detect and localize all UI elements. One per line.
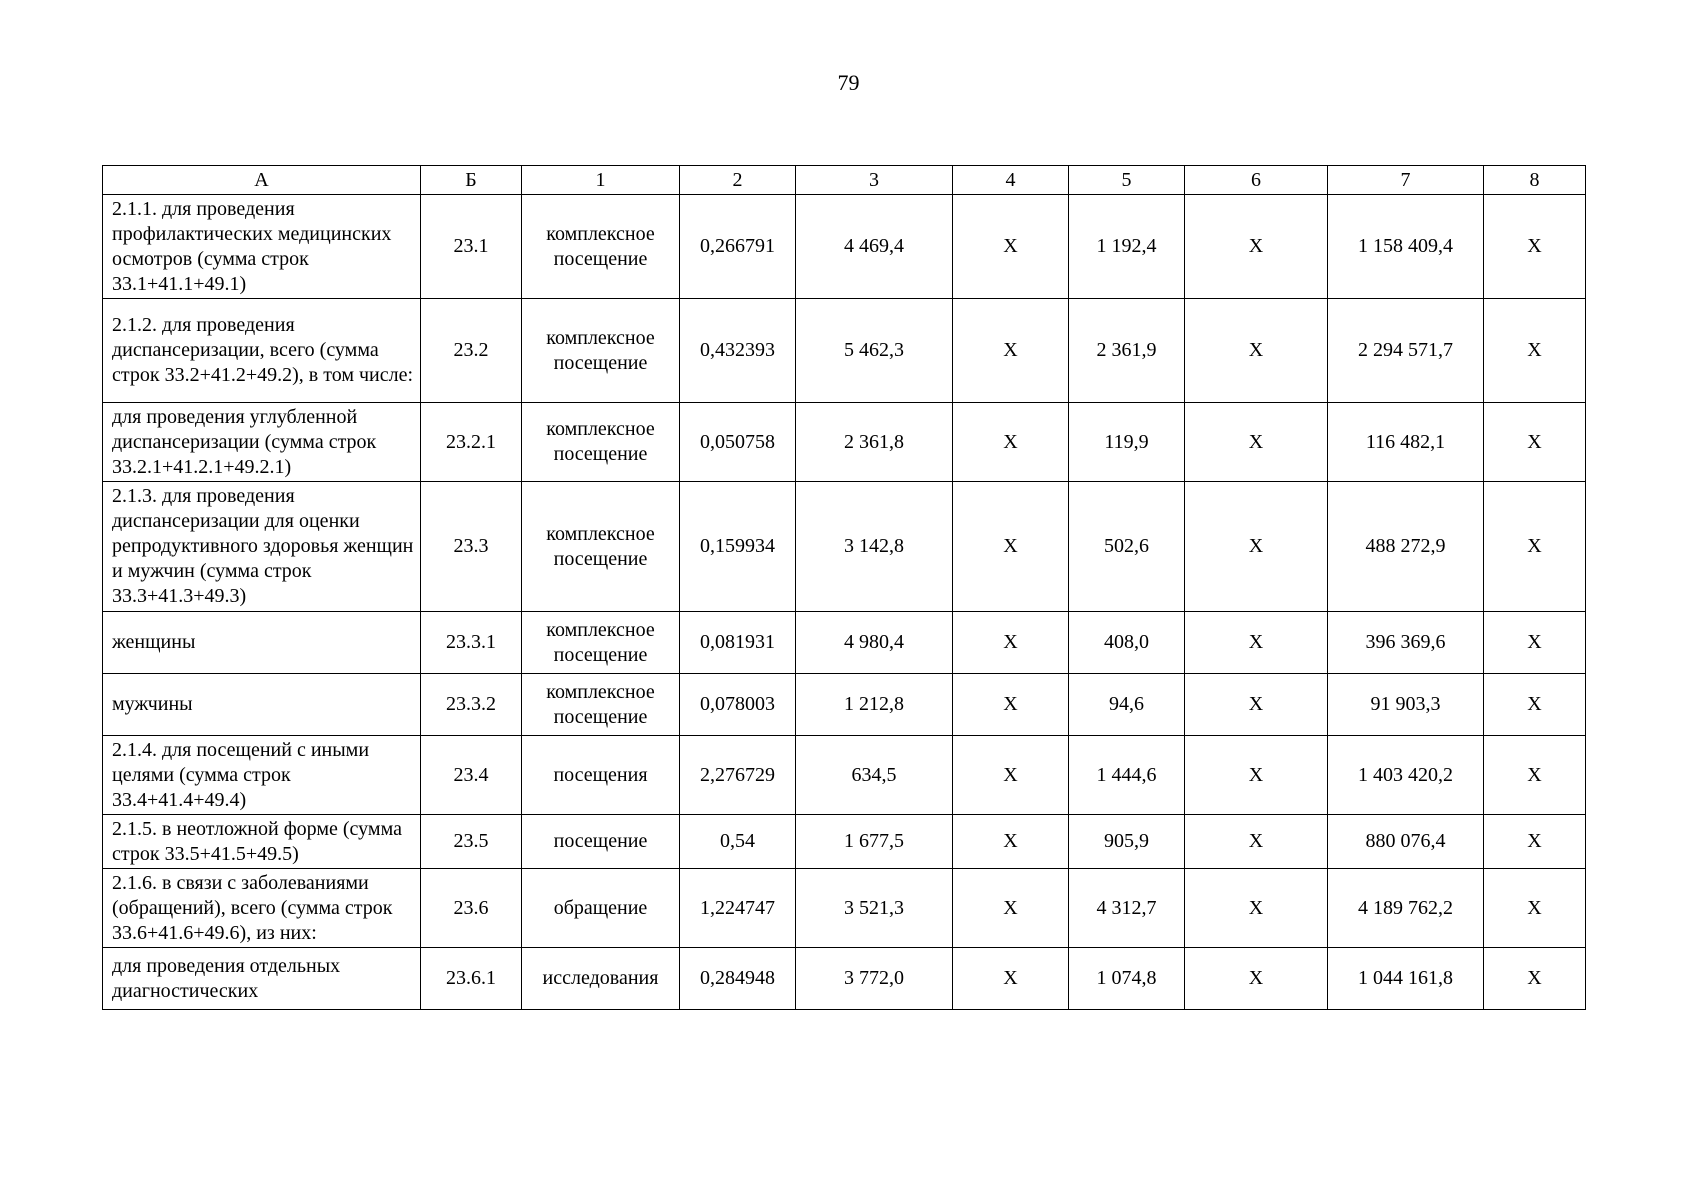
- table-cell: 0,081931: [680, 612, 796, 674]
- table-cell: 3 521,3: [796, 869, 953, 948]
- table-cell: Х: [1185, 815, 1328, 869]
- table-cell: 3 142,8: [796, 482, 953, 612]
- table-cell: Х: [1484, 815, 1586, 869]
- table-cell: 0,54: [680, 815, 796, 869]
- table-cell: 1 212,8: [796, 674, 953, 736]
- table-cell: 1 403 420,2: [1328, 736, 1484, 815]
- table-cell: Х: [1185, 195, 1328, 299]
- row-unit-cell: посещения: [522, 736, 680, 815]
- table-cell: 116 482,1: [1328, 403, 1484, 482]
- table-row: [103, 869, 1586, 948]
- table-cell: 4 312,7: [1069, 869, 1185, 948]
- table-cell: 0,284948: [680, 948, 796, 1010]
- page-number: 79: [837, 70, 860, 95]
- table-cell: 488 272,9: [1328, 482, 1484, 612]
- row-unit-cell: комплексное посещение: [522, 674, 680, 736]
- table-cell: 0,432393: [680, 299, 796, 403]
- row-unit-cell: исследования: [522, 948, 680, 1010]
- column-header: 1: [522, 166, 680, 195]
- table-cell: 408,0: [1069, 612, 1185, 674]
- table-cell: 0,266791: [680, 195, 796, 299]
- table-cell: Х: [953, 815, 1069, 869]
- table-cell: 502,6: [1069, 482, 1185, 612]
- table-cell: 2 361,8: [796, 403, 953, 482]
- column-header: 8: [1484, 166, 1586, 195]
- row-name-cell: для проведения отдельных диагностических: [103, 948, 421, 1010]
- table-row: [103, 195, 1586, 299]
- row-name-cell: 2.1.2. для проведения диспансеризации, всего (сумма строк 33.2+41.2+49.2), в том числе:: [103, 299, 421, 403]
- row-name-cell: 2.1.1. для проведения профилактических медицинских осмотров (сумма строк 33.1+41.1+49.1): [103, 195, 421, 299]
- table-cell: Х: [1185, 482, 1328, 612]
- row-name-cell: для проведения углубленной диспансеризации (сумма строк 33.2.1+41.2.1+49.2.1): [103, 403, 421, 482]
- row-name-cell: мужчины: [103, 674, 421, 736]
- column-header: 4: [953, 166, 1069, 195]
- row-code-cell: 23.4: [421, 736, 522, 815]
- table-cell: Х: [1484, 674, 1586, 736]
- table-row: [103, 482, 1586, 612]
- table-cell: Х: [953, 674, 1069, 736]
- row-name-cell: 2.1.5. в неотложной форме (сумма строк 33.5+41.5+49.5): [103, 815, 421, 869]
- row-code-cell: 23.3.2: [421, 674, 522, 736]
- table-cell: 1 158 409,4: [1328, 195, 1484, 299]
- table-cell: Х: [1185, 948, 1328, 1010]
- table-cell: Х: [1484, 736, 1586, 815]
- table-cell: 94,6: [1069, 674, 1185, 736]
- table-cell: Х: [953, 948, 1069, 1010]
- column-header: А: [103, 166, 421, 195]
- row-unit-cell: комплексное посещение: [522, 482, 680, 612]
- table-cell: 119,9: [1069, 403, 1185, 482]
- row-unit-cell: комплексное посещение: [522, 299, 680, 403]
- table-row: [103, 815, 1586, 869]
- table-cell: Х: [953, 612, 1069, 674]
- row-code-cell: 23.6: [421, 869, 522, 948]
- table-cell: 1 192,4: [1069, 195, 1185, 299]
- table-cell: 4 980,4: [796, 612, 953, 674]
- table-cell: Х: [953, 736, 1069, 815]
- table-cell: 2 361,9: [1069, 299, 1185, 403]
- table-cell: Х: [1185, 299, 1328, 403]
- table-cell: Х: [1484, 299, 1586, 403]
- table-cell: 0,050758: [680, 403, 796, 482]
- row-code-cell: 23.2: [421, 299, 522, 403]
- table-cell: 4 189 762,2: [1328, 869, 1484, 948]
- table-cell: 91 903,3: [1328, 674, 1484, 736]
- row-name-cell: 2.1.3. для проведения диспансеризации для оценки репродуктивного здоровья женщин и мужчин (сумма строк 33.3+41.3+49.3): [103, 482, 421, 612]
- table-cell: Х: [953, 195, 1069, 299]
- table-cell: Х: [1484, 948, 1586, 1010]
- table-cell: Х: [1185, 403, 1328, 482]
- table-row: [103, 674, 1586, 736]
- table-cell: Х: [1185, 612, 1328, 674]
- table-cell: 1 444,6: [1069, 736, 1185, 815]
- table-cell: Х: [1185, 869, 1328, 948]
- table-row: [103, 948, 1586, 1010]
- table-row: [103, 612, 1586, 674]
- row-name-cell: 2.1.4. для посещений с иными целями (сумма строк 33.4+41.4+49.4): [103, 736, 421, 815]
- column-header: 6: [1185, 166, 1328, 195]
- column-header: 5: [1069, 166, 1185, 195]
- table-cell: Х: [1185, 674, 1328, 736]
- row-unit-cell: посещение: [522, 815, 680, 869]
- table-cell: 0,078003: [680, 674, 796, 736]
- table-cell: 1 677,5: [796, 815, 953, 869]
- table-cell: Х: [1185, 736, 1328, 815]
- table-cell: 1 044 161,8: [1328, 948, 1484, 1010]
- header-row: [103, 166, 1586, 195]
- row-code-cell: 23.2.1: [421, 403, 522, 482]
- row-name-cell: 2.1.6. в связи с заболеваниями (обращений), всего (сумма строк 33.6+41.6+49.6), из них:: [103, 869, 421, 948]
- table-cell: Х: [953, 299, 1069, 403]
- table-cell: 2,276729: [680, 736, 796, 815]
- data-table: [102, 165, 1586, 1010]
- column-header: 7: [1328, 166, 1484, 195]
- table-cell: Х: [953, 482, 1069, 612]
- table-cell: 1 074,8: [1069, 948, 1185, 1010]
- table-cell: 905,9: [1069, 815, 1185, 869]
- table-cell: 0,159934: [680, 482, 796, 612]
- table-cell: Х: [953, 403, 1069, 482]
- table-cell: Х: [1484, 403, 1586, 482]
- table-cell: 5 462,3: [796, 299, 953, 403]
- table-cell: Х: [1484, 195, 1586, 299]
- row-unit-cell: комплексное посещение: [522, 612, 680, 674]
- table-cell: 2 294 571,7: [1328, 299, 1484, 403]
- table-cell: Х: [953, 869, 1069, 948]
- table-cell: Х: [1484, 612, 1586, 674]
- table-cell: 1,224747: [680, 869, 796, 948]
- column-header: 2: [680, 166, 796, 195]
- row-code-cell: 23.5: [421, 815, 522, 869]
- table-cell: 4 469,4: [796, 195, 953, 299]
- table-cell: Х: [1484, 482, 1586, 612]
- row-unit-cell: комплексное посещение: [522, 195, 680, 299]
- table-cell: 396 369,6: [1328, 612, 1484, 674]
- table-cell: 880 076,4: [1328, 815, 1484, 869]
- row-code-cell: 23.6.1: [421, 948, 522, 1010]
- table-cell: 3 772,0: [796, 948, 953, 1010]
- row-code-cell: 23.3.1: [421, 612, 522, 674]
- table-cell: 634,5: [796, 736, 953, 815]
- row-code-cell: 23.1: [421, 195, 522, 299]
- table-row: [103, 736, 1586, 815]
- table-row: [103, 403, 1586, 482]
- column-header: Б: [421, 166, 522, 195]
- row-unit-cell: обращение: [522, 869, 680, 948]
- table-row: [103, 299, 1586, 403]
- column-header: 3: [796, 166, 953, 195]
- row-unit-cell: комплексное посещение: [522, 403, 680, 482]
- row-name-cell: женщины: [103, 612, 421, 674]
- table-cell: Х: [1484, 869, 1586, 948]
- row-code-cell: 23.3: [421, 482, 522, 612]
